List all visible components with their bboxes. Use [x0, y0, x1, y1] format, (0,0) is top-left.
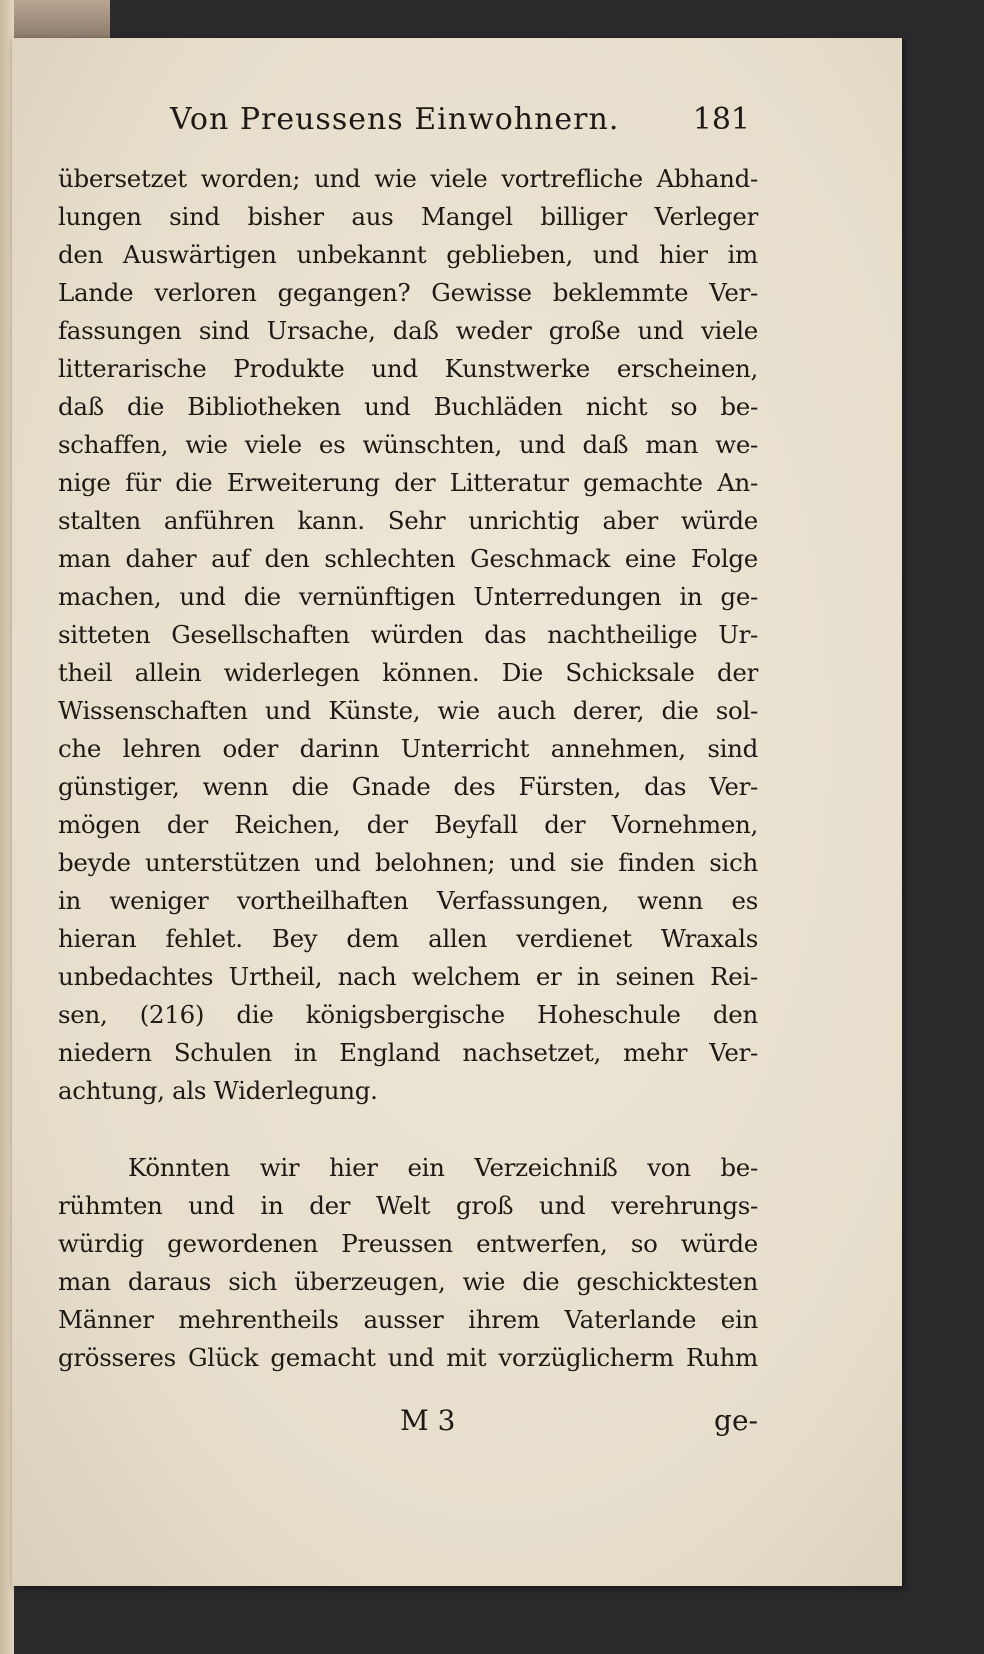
paragraph-gap [58, 1110, 758, 1149]
text-line: rühmten und in der Welt groß und verehrungs- [58, 1191, 758, 1220]
page-body [58, 160, 758, 1377]
text-line: niedern Schulen in England nachsetzet, mehr Ver- [58, 1038, 758, 1067]
text-line: den Auswärtigen unbekannt geblieben, und hier im [58, 240, 758, 269]
signature-mark: M 3 [400, 1404, 456, 1437]
text-line: günstiger, wenn die Gnade des Fürsten, das Ver- [58, 772, 758, 801]
text-line: beyde unterstützen und belohnen; und sie finden sich [58, 848, 758, 877]
text-line: schaffen, wie viele es wünschten, und daß man we- [58, 430, 758, 459]
text-line: sitteten Gesellschaften würden das nachtheilige Ur- [58, 620, 758, 649]
text-line: man daher auf den schlechten Geschmack eine Folge [58, 544, 758, 573]
text-line: Lande verloren gegangen? Gewisse beklemmte Ver- [58, 278, 758, 307]
text-line: Männer mehrentheils ausser ihrem Vaterlande ein [58, 1305, 758, 1334]
running-title: Von Preussens Einwohnern. [170, 102, 620, 137]
text-line: man daraus sich überzeugen, wie die geschicktesten [58, 1267, 758, 1296]
text-line: litterarische Produkte und Kunstwerke erscheinen, [58, 354, 758, 383]
book-edge-top [0, 0, 110, 40]
text-line: che lehren oder darinn Unterricht annehmen, sind [58, 734, 758, 763]
catchword: ge- [714, 1404, 758, 1437]
page-number: 181 [692, 102, 750, 137]
text-line: stalten anführen kann. Sehr unrichtig aber würde [58, 506, 758, 535]
text-line: mögen der Reichen, der Beyfall der Vornehmen, [58, 810, 758, 839]
text-line: fassungen sind Ursache, daß weder große und viele [58, 316, 758, 345]
paragraph [58, 1149, 758, 1377]
page-footer [400, 1403, 758, 1439]
page-header [170, 100, 750, 140]
text-line: daß die Bibliotheken und Buchläden nicht so be- [58, 392, 758, 421]
text-line: lungen sind bisher aus Mangel billiger Verleger [58, 202, 758, 231]
paragraph [58, 160, 758, 1110]
text-line: Wissenschaften und Künste, wie auch derer, die sol- [58, 696, 758, 725]
text-line: würdig gewordenen Preussen entwerfen, so würde [58, 1229, 758, 1258]
text-line: übersetzet worden; und wie viele vortrefliche Abhand- [58, 164, 758, 193]
text-line: unbedachtes Urtheil, nach welchem er in seinen Rei- [58, 962, 758, 991]
text-line: achtung, als Widerlegung. [58, 1076, 378, 1105]
text-line: sen, (216) die königsbergische Hoheschule den [58, 1000, 758, 1029]
text-line: grösseres Glück gemacht und mit vorzüglicherm Ruhm [58, 1343, 758, 1372]
text-line: hieran fehlet. Bey dem allen verdienet Wraxals [58, 924, 758, 953]
text-line: nige für die Erweiterung der Litteratur gemachte An- [58, 468, 758, 497]
text-line: theil allein widerlegen können. Die Schicksale der [58, 658, 758, 687]
text-line: in weniger vortheilhaften Verfassungen, wenn es [58, 886, 758, 915]
text-line: machen, und die vernünftigen Unterredungen in ge- [58, 582, 758, 611]
text-line: Könnten wir hier ein Verzeichniß von be- [128, 1153, 758, 1182]
